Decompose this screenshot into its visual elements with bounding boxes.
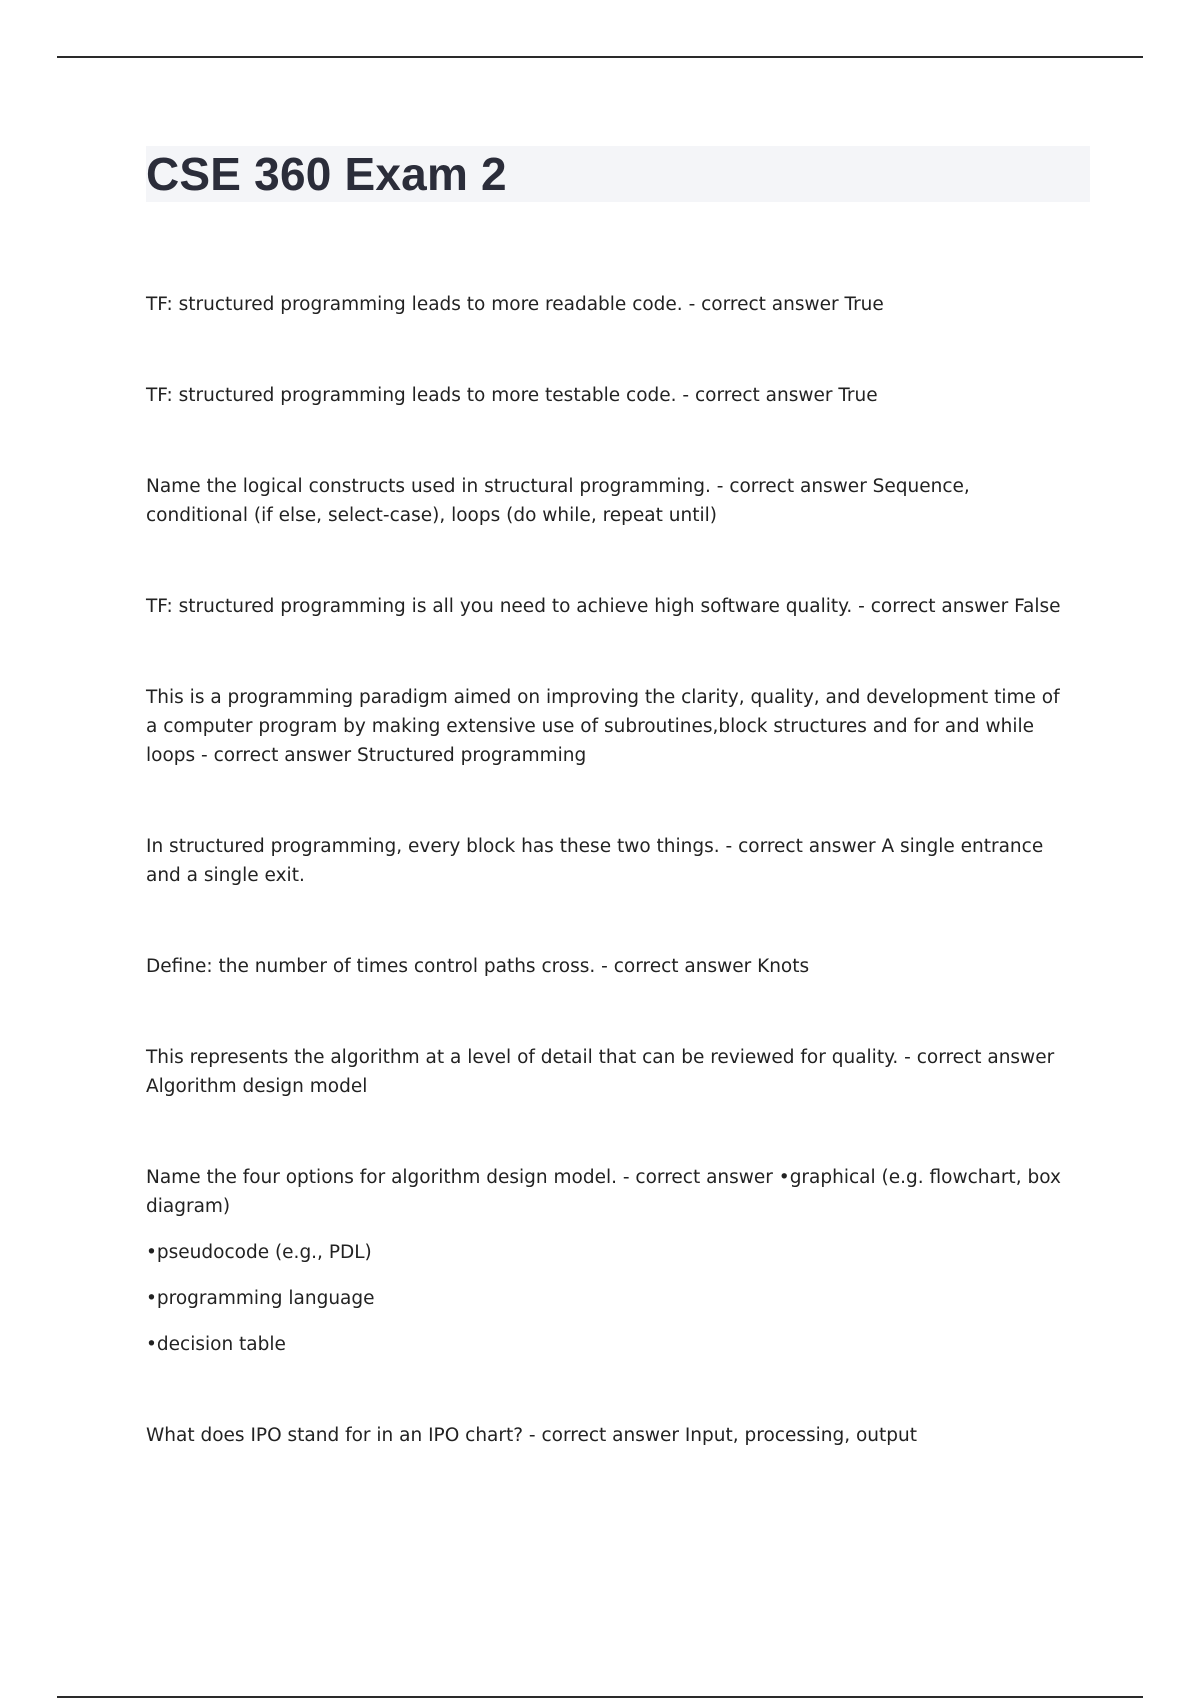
- qa-text: Name the four options for algorithm design model. - correct answer •graphical (e.g. flowchart, box diagram): [146, 1167, 1061, 1217]
- qa-item: [146, 472, 1076, 530]
- qa-item: [146, 952, 1076, 981]
- qa-text: This represents the algorithm at a level of detail that can be reviewed for quality. - correct answer Algorithm design model: [146, 1047, 1055, 1097]
- qa-item: [146, 832, 1076, 890]
- qa-item: [146, 592, 1076, 621]
- qa-item: [146, 381, 1076, 410]
- qa-item: [146, 1421, 1076, 1450]
- qa-text: TF: structured programming leads to more readable code. - correct answer True: [146, 294, 884, 315]
- top-rule: [57, 56, 1143, 58]
- qa-text: TF: structured programming leads to more testable code. - correct answer True: [146, 385, 878, 406]
- qa-text: In structured programming, every block has these two things. - correct answer A single entrance and a single exit.: [146, 836, 1044, 886]
- bottom-rule: [57, 1696, 1143, 1698]
- qa-item: [146, 290, 1076, 319]
- qa-list: [146, 290, 1076, 1512]
- qa-item: [146, 1163, 1076, 1359]
- document-title: CSE 360 Exam 2: [146, 148, 507, 200]
- qa-text: This is a programming paradigm aimed on improving the clarity, quality, and development time of a computer program by making extensive use of subroutines,block structures and for and while loops - correct answer Structured programming: [146, 687, 1060, 766]
- qa-item: [146, 1043, 1076, 1101]
- qa-bullet: •decision table: [146, 1334, 286, 1355]
- qa-bullet: •programming language: [146, 1288, 375, 1309]
- qa-text: TF: structured programming is all you need to achieve high software quality. - correct answer False: [146, 596, 1061, 617]
- qa-item: [146, 683, 1076, 770]
- qa-text: Name the logical constructs used in structural programming. - correct answer Sequence, conditional (if else, select-case), loops (do while, repeat until): [146, 476, 970, 526]
- qa-bullet: •pseudocode (e.g., PDL): [146, 1242, 372, 1263]
- qa-text: Define: the number of times control paths cross. - correct answer Knots: [146, 956, 810, 977]
- qa-text: What does IPO stand for in an IPO chart? - correct answer Input, processing, output: [146, 1425, 917, 1446]
